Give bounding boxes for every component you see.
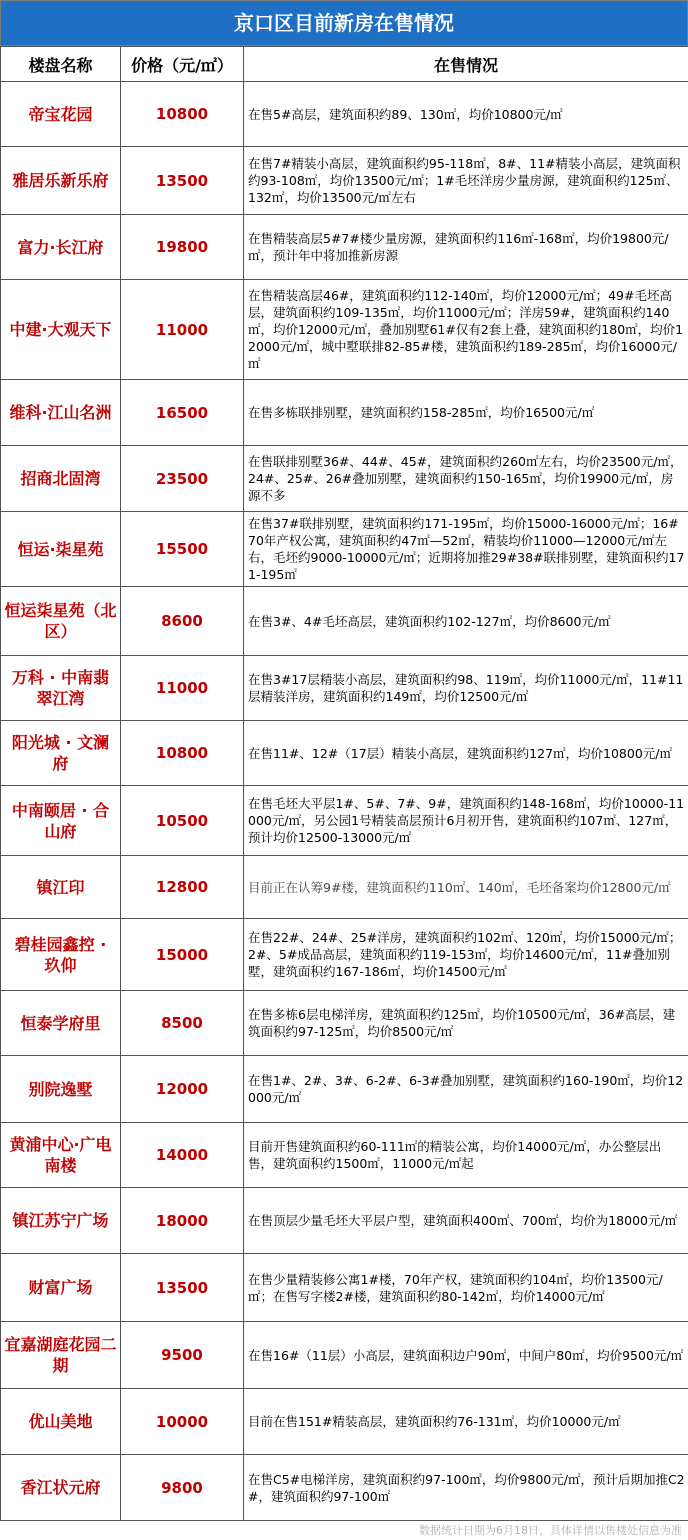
property-status: 目前正在认筹9#楼，建筑面积约110㎡、140㎡，毛坯备案均价12800元/㎡ [244, 856, 688, 919]
property-status: 在售3#、4#毛坯高层，建筑面积约102-127㎡，均价8600元/㎡ [244, 587, 688, 656]
header-name: 楼盘名称 [1, 47, 121, 82]
property-name: 富力·长江府 [1, 215, 121, 280]
table-row [1, 991, 688, 1056]
property-status: 在售7#精装小高层，建筑面积约95-118㎡，8#、11#精装小高层，建筑面积约93-108㎡，均价13500元/㎡；1#毛坯洋房少量房源，建筑面积约125㎡、132㎡，均价13500元/㎡左右 [244, 147, 688, 215]
table-body [1, 82, 688, 1521]
property-name: 镇江印 [1, 856, 121, 919]
property-status: 在售C5#电梯洋房，建筑面积约97-100㎡，均价9800元/㎡，预计后期加推C2#，建筑面积约97-100㎡ [244, 1455, 688, 1521]
property-price: 13500 [121, 147, 244, 215]
table-row [1, 856, 688, 919]
property-name: 恒运柒星苑（北区） [1, 587, 121, 656]
property-status: 在售1#、2#、3#、6-2#、6-3#叠加别墅，建筑面积约160-190㎡，均价12000元/㎡ [244, 1056, 688, 1123]
property-price: 9800 [121, 1455, 244, 1521]
property-name: 万科 · 中南翡翠江湾 [1, 656, 121, 721]
property-name: 碧桂园鑫控 · 玖仰 [1, 919, 121, 991]
listings-table [0, 46, 688, 1521]
property-status: 在售少量精装修公寓1#楼，70年产权，建筑面积约104㎡，均价13500元/㎡；在售写字楼2#楼，建筑面积约80-142㎡，均价14000元/㎡ [244, 1254, 688, 1322]
property-name: 招商北固湾 [1, 446, 121, 512]
property-price: 19800 [121, 215, 244, 280]
table-row [1, 786, 688, 856]
table-row [1, 656, 688, 721]
table-row [1, 721, 688, 786]
property-name: 黄浦中心·广电南楼 [1, 1123, 121, 1188]
header-row [1, 47, 688, 82]
property-name: 阳光城 · 文澜府 [1, 721, 121, 786]
property-name: 镇江苏宁广场 [1, 1188, 121, 1254]
property-name: 宜嘉湖庭花园二期 [1, 1322, 121, 1389]
property-price: 10000 [121, 1389, 244, 1455]
table-row [1, 1056, 688, 1123]
table-row [1, 1455, 688, 1521]
property-status: 在售3#17层精装小高层，建筑面积约98、119㎡，均价11000元/㎡，11#11层精装洋房，建筑面积约149㎡，均价12500元/㎡ [244, 656, 688, 721]
property-status: 在售精装高层46#，建筑面积约112-140㎡，均价12000元/㎡；49#毛坯高层，建筑面积约109-135㎡，均价11000元/㎡；洋房59#，建筑面积约140㎡，均价12000元/㎡，叠加别墅61#仅有2套上叠，建筑面积约180㎡，均价12000元/㎡，城中墅联排82-85#楼，建筑面积约189-285㎡，均价16000元/㎡ [244, 280, 688, 380]
property-name: 雅居乐新乐府 [1, 147, 121, 215]
property-price: 16500 [121, 380, 244, 446]
property-price: 11000 [121, 280, 244, 380]
table-row [1, 1389, 688, 1455]
property-price: 13500 [121, 1254, 244, 1322]
table-row [1, 446, 688, 512]
property-name: 优山美地 [1, 1389, 121, 1455]
table-row [1, 1123, 688, 1188]
header-price: 价格（元/㎡） [121, 47, 244, 82]
property-status: 目前在售151#精装高层，建筑面积约76-131㎡，均价10000元/㎡ [244, 1389, 688, 1455]
footer-note: 数据统计日期为6月18日，具体详情以售楼处信息为准 [419, 1524, 682, 1537]
property-name: 财富广场 [1, 1254, 121, 1322]
table-row [1, 1188, 688, 1254]
property-status: 在售多栋6层电梯洋房，建筑面积约125㎡，均价10500元/㎡，36#高层，建筑面积约97-125㎡，均价8500元/㎡ [244, 991, 688, 1056]
property-price: 23500 [121, 446, 244, 512]
property-price: 8600 [121, 587, 244, 656]
property-status: 在售联排别墅36#、44#、45#，建筑面积约260㎡左右，均价23500元/㎡，24#、25#、26#叠加别墅，建筑面积约150-165㎡，均价19900元/㎡，房源不多 [244, 446, 688, 512]
table-row [1, 1254, 688, 1322]
property-status: 在售11#、12#（17层）精装小高层，建筑面积约127㎡，均价10800元/㎡ [244, 721, 688, 786]
table-row [1, 587, 688, 656]
property-price: 18000 [121, 1188, 244, 1254]
property-price: 9500 [121, 1322, 244, 1389]
property-status: 在售5#高层，建筑面积约89、130㎡，均价10800元/㎡ [244, 82, 688, 147]
property-status: 在售精装高层5#7#楼少量房源，建筑面积约116㎡-168㎡，均价19800元/㎡，预计年中将加推新房源 [244, 215, 688, 280]
property-status: 在售顶层少量毛坯大平层户型，建筑面积400㎡、700㎡，均价为18000元/㎡ [244, 1188, 688, 1254]
property-price: 12000 [121, 1056, 244, 1123]
property-status: 在售多栋联排别墅，建筑面积约158-285㎡，均价16500元/㎡ [244, 380, 688, 446]
property-status: 在售37#联排别墅，建筑面积约171-195㎡，均价15000-16000元/㎡；16#70年产权公寓，建筑面积约47㎡—52㎡，精装均价11000—12000元/㎡左右，毛坯约9000-10000元/㎡；近期将加推29#38#联排别墅，建筑面积约171-195㎡ [244, 512, 688, 587]
property-price: 12800 [121, 856, 244, 919]
property-name: 维科·江山名洲 [1, 380, 121, 446]
property-name: 中建·大观天下 [1, 280, 121, 380]
property-name: 别院逸墅 [1, 1056, 121, 1123]
property-price: 8500 [121, 991, 244, 1056]
table-row [1, 512, 688, 587]
property-name: 香江状元府 [1, 1455, 121, 1521]
property-name: 中南颐居 · 合山府 [1, 786, 121, 856]
table-row [1, 380, 688, 446]
table-row [1, 1322, 688, 1389]
sheet-title: 京口区目前新房在售情况 [0, 0, 688, 46]
header-status: 在售情况 [244, 47, 688, 82]
table-row [1, 919, 688, 991]
property-name: 恒运·柒星苑 [1, 512, 121, 587]
property-price: 14000 [121, 1123, 244, 1188]
property-price: 10800 [121, 721, 244, 786]
table-row [1, 147, 688, 215]
property-status: 目前开售建筑面积约60-111㎡的精装公寓，均价14000元/㎡，办公整层出售，建筑面积约1500㎡，11000元/㎡起 [244, 1123, 688, 1188]
property-price: 15500 [121, 512, 244, 587]
property-name: 恒泰学府里 [1, 991, 121, 1056]
property-status: 在售毛坯大平层1#、5#、7#、9#，建筑面积约148-168㎡，均价10000-11000元/㎡，另公园1号精装高层预计6月初开售，建筑面积约107㎡、127㎡，预计均价12500-13000元/㎡ [244, 786, 688, 856]
property-price: 11000 [121, 656, 244, 721]
property-status: 在售22#、24#、25#洋房，建筑面积约102㎡、120㎡，均价15000元/㎡；2#、5#成品高层，建筑面积约119-153㎡，均价14600元/㎡，11#叠加别墅，建筑面积约167-186㎡，均价14500元/㎡ [244, 919, 688, 991]
property-price: 10500 [121, 786, 244, 856]
property-status: 在售16#（11层）小高层，建筑面积边户90㎡，中间户80㎡，均价9500元/㎡ [244, 1322, 688, 1389]
table-row [1, 82, 688, 147]
property-price: 15000 [121, 919, 244, 991]
property-price: 10800 [121, 82, 244, 147]
table-row [1, 215, 688, 280]
property-name: 帝宝花园 [1, 82, 121, 147]
table-row [1, 280, 688, 380]
